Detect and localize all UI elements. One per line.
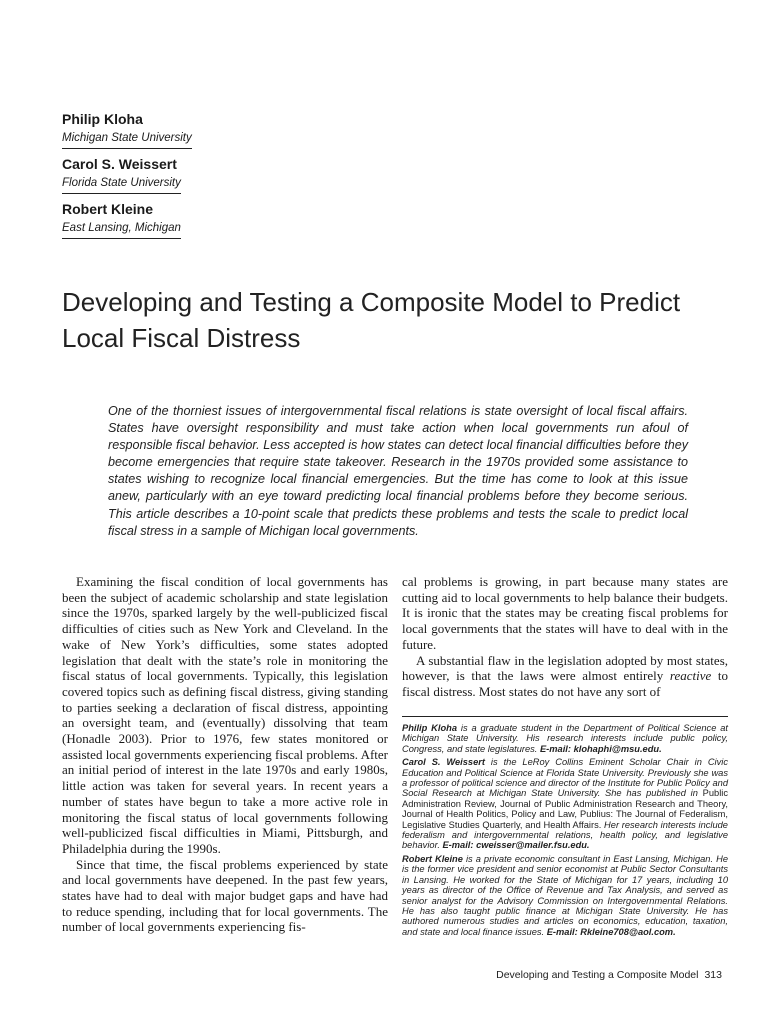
author-name: Philip Kloha bbox=[62, 111, 143, 127]
note-author-name: Robert Kleine bbox=[402, 853, 463, 864]
author-2 bbox=[62, 155, 192, 194]
page-number: 313 bbox=[704, 969, 722, 981]
author-name: Robert Kleine bbox=[62, 201, 154, 217]
author-notes bbox=[402, 716, 728, 940]
running-title: Developing and Testing a Composite Model bbox=[496, 969, 699, 981]
note-email: E-mail: klohaphi@msu.edu. bbox=[539, 743, 662, 754]
note-text: is a graduate student in the Department of Political Science at Michigan State University. His research interests include public policy, Congress, and state legislatures. bbox=[402, 723, 728, 754]
italic-term: reactive bbox=[669, 668, 712, 684]
body-column-left bbox=[62, 574, 388, 935]
article-title: Developing and Testing a Composite Model to Predict Local Fiscal Distress bbox=[62, 287, 681, 353]
note-email: E-mail: Rkleine708@aol.com. bbox=[546, 926, 676, 937]
note-text: is the LeRoy Collins Eminent Scholar Chair in Civic Education and Political Science at Florida State University. Previously she was a professor of political science and director of the Institute for Public Policy and Social Research at Michigan State University. She has published in bbox=[402, 757, 728, 799]
author-list bbox=[62, 110, 192, 245]
body-paragraph bbox=[402, 653, 728, 700]
note-text: is a private economic consultant in East Lansing, Michigan. He is the former vice president and senior economist at Public Sector Consultants in Lansing. He worked for the State of Michigan for 17 years, including 10 years as director of the Office of Revenue and Tax Analysis, and served as senior analyst for the Advisory Commission on Intergovernmental Relations. He has also taught public finance at Michigan State University. He has authored numerous studies and articles on economics, education, taxation, and state and local finance issues. bbox=[402, 853, 728, 937]
abstract: One of the thorniest issues of intergovernmental fiscal relations is state oversight of local fiscal affairs. States have oversight responsibility and must take action when local governments run afoul of responsible fiscal behavior. Less accepted is how states can detect local financial difficulties before they become emergencies that require state takeover. Research in the 1970s provided some assistance to states wishing to recognize local financial emergencies. But the time has come to look at this issue anew, particularly with an eye toward predicting local financial problems before they become serious. This article describes a 10-point scale that predicts these problems and tests the scale to predict local fiscal stress in a sample of Michigan local governments. bbox=[108, 404, 688, 538]
note-author-name: Carol S. Weissert bbox=[402, 757, 485, 768]
author-note bbox=[402, 757, 728, 851]
body-paragraph: Examining the fiscal condition of local governments has been the subject of academic scholarship and state legislation since the 1970s, sparked largely by the well-publicized fiscal difficulties of cities such as New York and Cleveland. In the wake of New York’s difficulties, some states adopted legislation that dealt with the state’s role in monitoring the fiscal status of local governments. Typically, this legislation covered topics such as defining fiscal distress, giving standing to parties seeking a declaration of fiscal distress, appointing an oversight team, and (eventually) dissolving that team (Honadle 2003). Prior to 1976, few states monitored or assisted local governments experiencing fiscal problems. After an initial period of interest in the late 1970s and early 1980s, little action was taken for several years. In recent years a number of states have begun to take a more active role in monitoring the fiscal status of local governments following well-publicized fiscal difficulties in Miami, Pittsburgh, and Philadelphia during the 1990s. bbox=[62, 574, 388, 856]
author-affiliation: East Lansing, Michigan bbox=[62, 221, 181, 239]
author-affiliation: Florida State University bbox=[62, 176, 181, 194]
author-3 bbox=[62, 200, 192, 239]
author-1 bbox=[62, 110, 192, 149]
author-affiliation: Michigan State University bbox=[62, 131, 192, 149]
text-run: to fiscal distress. Most states do not have any sort of bbox=[402, 668, 728, 699]
author-note bbox=[402, 723, 728, 754]
author-name: Carol S. Weissert bbox=[62, 156, 177, 172]
author-note bbox=[402, 854, 728, 937]
body-paragraph: Since that time, the fiscal problems experienced by state and local governments have deepened. In the past few years, states have had to deal with major budget gaps and have had to reduce spending, including that for local governments. The number of local governments experiencing fis- bbox=[62, 856, 388, 935]
note-text: Her research interests include federalism and intergovernmental relations, health policy, and legislative behavior. bbox=[402, 819, 728, 851]
page-footer bbox=[496, 969, 722, 981]
text-run: A substantial flaw in the legislation adopted by most states, however, is that the laws were almost entirely bbox=[402, 652, 728, 684]
note-author-name: Philip Kloha bbox=[402, 723, 458, 733]
note-email: E-mail: cweisser@mailer.fsu.edu. bbox=[442, 840, 590, 851]
body-column-right bbox=[402, 574, 728, 700]
note-journals: Public Administration Review, Journal of Public Administration Research and Theory, Journal of Health Politics, Policy and Law, Publius: The Journal of Federalism, Legislative Studies Quarterly, and Health Affairs. bbox=[402, 788, 728, 830]
body-paragraph: cal problems is growing, in part because many states are cutting aid to local governments to help balance their budgets. It is ironic that the states may be creating fiscal problems for local governments that the states will have to deal with in the future. bbox=[402, 574, 728, 652]
